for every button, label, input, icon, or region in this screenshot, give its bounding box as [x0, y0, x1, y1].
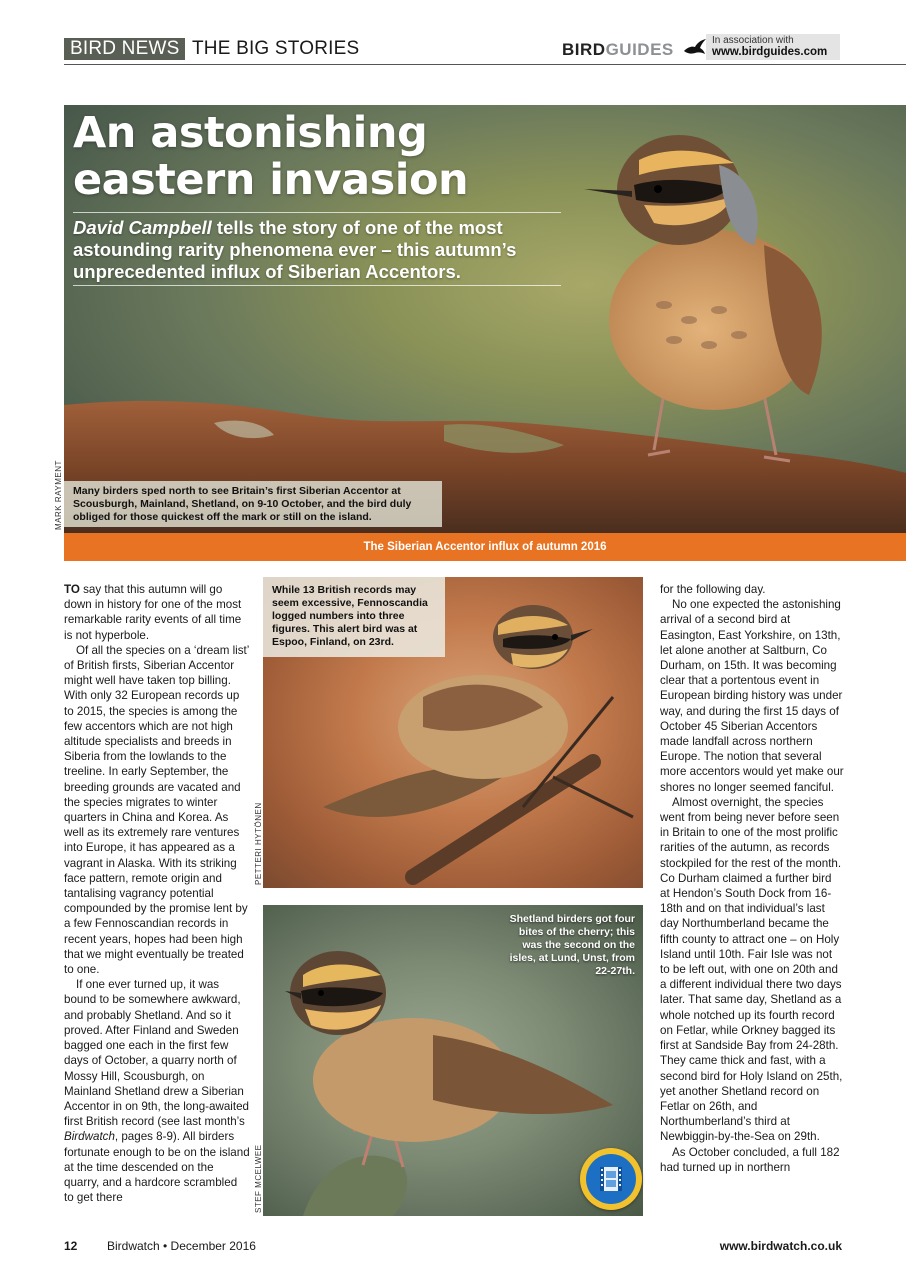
- body-paragraph: [64, 977, 250, 1205]
- footer-url[interactable]: www.birdwatch.co.uk: [719, 1239, 842, 1253]
- standfirst-top-rule: [73, 212, 561, 213]
- body-paragraph: As October concluded, a full 182 had turned up in northern: [660, 1145, 840, 1174]
- page-number: 12: [64, 1239, 78, 1253]
- film-icon: [586, 1154, 636, 1204]
- paragraph-text: , pages 8-9). All birders fortunate enough to be on the island at the time descended on the quarry, and a hardcore scrambled to get there: [64, 1130, 250, 1205]
- body-paragraph: No one expected the astonishing arrival of a second bird at Easington, East Yorkshire, on 13th, let alone another at Saltburn, Co Durham, on 15th. It was becoming clear that a portentous event in European birding history was under way, and during the first 15 days of October 45 Siberian Accentors made landfall across northern Europe. The notion that several more accentors would yet make our shores no longer seemed fanciful.: [660, 598, 844, 794]
- feature-banner: The Siberian Accentor influx of autumn 2016: [64, 533, 906, 561]
- body-paragraph: [64, 582, 250, 643]
- section-label: BIRD NEWS: [64, 38, 185, 60]
- photo-caption-finland: While 13 British records may seem excessive, Fennoscandia logged numbers into three figures. This alert bird was at Espoo, Finland, on 23rd.: [263, 577, 445, 657]
- photo-caption-unst: Shetland birders got four bites of the cherry; this was the second on the isles, at Lund, Unst, from 22-27th.: [509, 913, 635, 977]
- standfirst-text: tells the story of one of the most astounding rarity phenomena ever – this autumn’s unprecedented influx of Siberian Accentors.: [73, 217, 517, 282]
- magazine-title: Birdwatch: [64, 1130, 115, 1144]
- hero-photo: [64, 105, 906, 533]
- standfirst-bottom-rule: [73, 285, 561, 286]
- paragraph-text: If one ever turned up, it was bound to be somewhere awkward, and probably Shetland. And so it proved. After Finland and Sweden bagged one each in the first few days of October, a quarry north of Mossy Hill, Scousburgh, on Mainland Shetland drew a Siberian Accentor in on 9th, the long-awaited first British record (see last month’s: [64, 978, 249, 1129]
- accentor-photo-finland: [263, 577, 643, 888]
- hero-caption: Many birders sped north to see Britain’s first Siberian Accentor at Scousburgh, Mainland, Shetland, on 9-10 October, and the bird duly obliged for those quickest off the mark or still on the island.: [64, 481, 442, 527]
- body-paragraph: Of all the species on a ‘dream list’ of British firsts, Siberian Accentor might well have taken top billing. With only 32 European records up to 2015, the species is among the few accentors which are not high altitude specialists and breeds in Siberia from the lowlands to the treeline. In early September, the breeding grounds are vacated and the species migrates to winter quarters in China and Korea. As well as its extremely rare ventures into Europe, it has appeared as a vagrant in Alaska. With its striking face pattern, remote origin and tantalising vagrancy potential compounded by the promise lent by a few Fennoscandian records in recent years, hopes had been high that we might eventually be treated to one.: [64, 643, 249, 977]
- bird-logo-icon: [682, 37, 708, 59]
- logo-text-bird: BIRD: [562, 40, 606, 59]
- lead-word: TO: [64, 583, 80, 596]
- photo2-credit: STEF MCELWEE: [254, 1144, 263, 1213]
- article-headline: An astonishing eastern invasion: [73, 108, 469, 205]
- body-paragraph: for the following day.: [660, 583, 766, 596]
- association-box: [706, 34, 840, 60]
- article-standfirst: [73, 217, 563, 283]
- body-column-1: [64, 582, 250, 1205]
- hero-photo-credit: MARK RAYMENT: [54, 460, 63, 530]
- association-url[interactable]: www.birdguides.com: [712, 46, 828, 58]
- page-header: [64, 36, 906, 65]
- body-column-3: [660, 582, 844, 1175]
- body-paragraph: Almost overnight, the species went from being never before seen in Britain to one of the most prolific rarities of the autumn, as records stockpiled for the rest of the month. Co Durham claimed a further bird at Hendon’s South Dock from 16-18th and on that individual’s last day Northumberland became the fifth county to attract one – on Holy Island until 10th. Fair Isle was not to be left out, with one on 20th and a different individual there two days later. That same day, Shetland as a whole notched up its fourth record on Fetlar, while Orkney bagged its first at Sandside Bay from 24-28th. They came thick and fast, with a second bird for Holy Island on 25th, yet another Shetland record on Fetlar on 26th, and Northumberland’s third at Newbiggin-by-the-Sea on 29th.: [660, 795, 843, 1144]
- logo-text-guides: GUIDES: [605, 40, 674, 59]
- video-link-button[interactable]: [580, 1148, 642, 1210]
- paragraph-text: say that this autumn will go down in history for one of the most remarkable rarity events of all time is not hyperbole.: [64, 583, 242, 642]
- association-label: In association with: [712, 35, 794, 46]
- photo1-credit: PETTERI HYTÖNEN: [254, 802, 263, 885]
- publication-issue: Birdwatch • December 2016: [107, 1239, 256, 1253]
- birdguides-logo: [562, 40, 674, 60]
- author-name: David Campbell: [73, 217, 212, 238]
- video-badge-inner: [586, 1154, 636, 1204]
- section-subtitle: THE BIG STORIES: [192, 38, 360, 59]
